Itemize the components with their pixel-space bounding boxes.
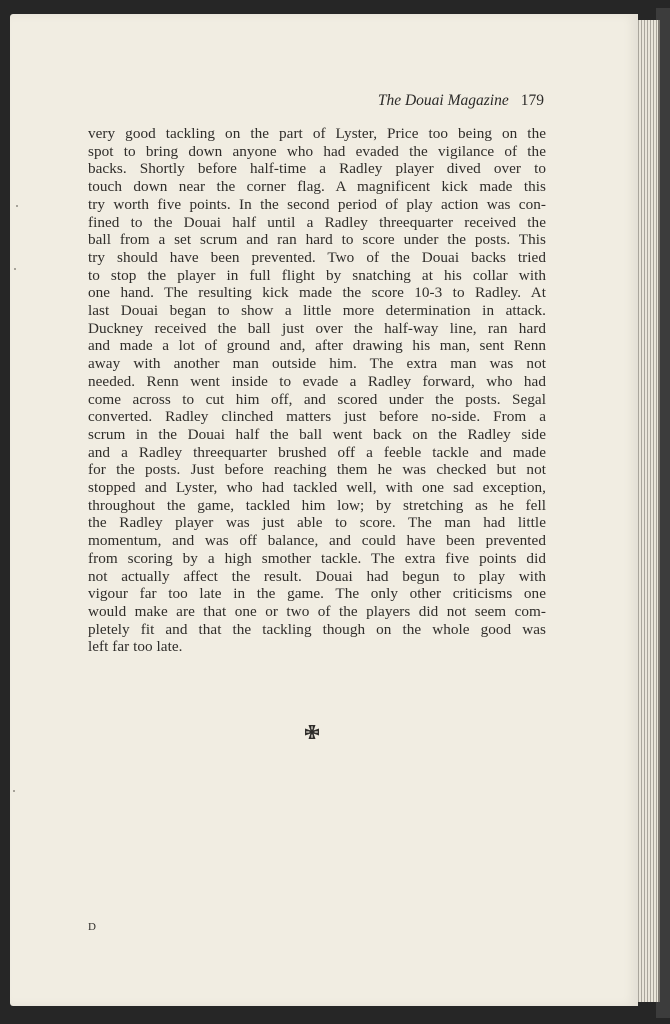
text-line: come across to cut him off, and scored under the posts. Segal (88, 390, 546, 408)
text-line: and a Radley threequarter brushed off a feeble tackle and made (88, 443, 546, 461)
text-line: ball from a set scrum and ran hard to score under the posts. This (88, 231, 546, 249)
text-line: converted. Radley clinched matters just before no-side. From a (88, 408, 546, 426)
paper-speck (14, 268, 16, 270)
text-line: from scoring by a high smother tackle. The extra five points did (88, 549, 546, 567)
text-line: scrum in the Douai half the ball went back on the Radley side (88, 425, 546, 443)
text-line: one hand. The resulting kick made the score 10-3 to Radley. At (88, 284, 546, 302)
text-line: try should have been prevented. Two of the Douai backs tried (88, 248, 546, 266)
text-line: touch down near the corner flag. A magnificent kick made this (88, 178, 546, 196)
text-line: vigour far too late in the game. The only other criticisms one (88, 585, 546, 603)
text-line: backs. Shortly before half-time a Radley player dived over to (88, 160, 546, 178)
cross-pattee-icon (304, 724, 320, 740)
signature-mark: D (88, 921, 97, 933)
text-line: Duckney received the ball just over the half-way line, ran hard (88, 319, 546, 337)
text-line: would make are that one or two of the players did not seem com- (88, 602, 546, 620)
text-line: and made a lot of ground and, after drawing his man, sent Renn (88, 337, 546, 355)
text-line: away with another man outside him. The extra man was not (88, 355, 546, 373)
paper-speck (16, 205, 18, 207)
text-line: spot to bring down anyone who had evaded the vigilance of the (88, 142, 546, 160)
text-line: pletely fit and that the tackling though on the whole good was (88, 620, 546, 638)
page-edges (636, 20, 660, 1002)
text-line: momentum, and was off balance, and could have been prevented (88, 532, 546, 550)
magazine-title: The Douai Magazine (377, 92, 509, 109)
text-line: fined to the Douai half until a Radley threequarter received the (88, 213, 546, 231)
running-head (378, 92, 544, 110)
article-text (88, 125, 546, 656)
text-line: very good tackling on the part of Lyster, Price too being on the (88, 125, 546, 142)
text-line: left far too late. (88, 638, 183, 656)
text-line: stopped and Lyster, who had tackled well, with one sad exception, (88, 479, 546, 497)
page-number: 179 (520, 92, 544, 109)
text-line: throughout the game, tackled him low; by stretching as he fell (88, 496, 546, 514)
paper-speck (13, 790, 15, 792)
text-line: try worth five points. In the second period of play action was con- (88, 195, 546, 213)
text-line: not actually affect the result. Douai had begun to play with (88, 567, 546, 585)
text-line: last Douai began to show a little more determination in attack. (88, 302, 546, 320)
text-line: to stop the player in full flight by snatching at his collar with (88, 266, 546, 284)
text-line: for the posts. Just before reaching them he was checked but not (88, 461, 546, 479)
text-line: the Radley player was just able to score. The man had little (88, 514, 546, 532)
text-line: needed. Renn went inside to evade a Radley forward, who had (88, 372, 546, 390)
